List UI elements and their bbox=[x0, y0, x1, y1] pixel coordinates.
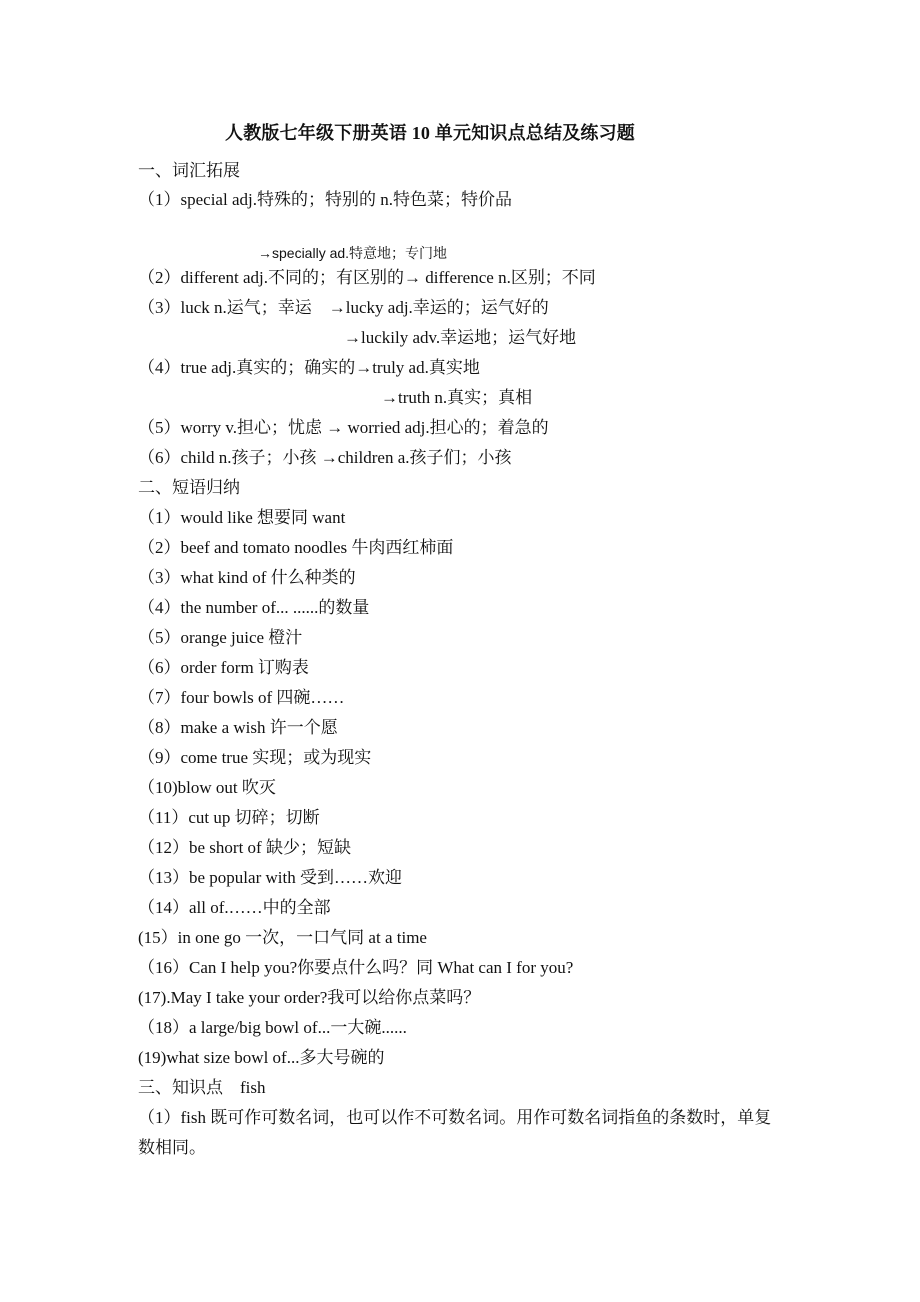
section-heading-knowledge: 三、知识点 fish bbox=[138, 1078, 266, 1097]
phrase-item: （5）orange juice 橙汁 bbox=[138, 628, 303, 647]
phrase-item: （2）beef and tomato noodles 牛肉西红柿面 bbox=[138, 538, 454, 557]
knowledge-paragraph: （1）fish 既可作可数名词，也可以作不可数名词。用作可数名词指鱼的条数时，单复数相同。 bbox=[138, 1108, 772, 1157]
vocab-item: （6）child n.孩子；小孩 →children a.孩子们；小孩 bbox=[138, 448, 512, 467]
phrase-item: （4）the number of... ......的数量 bbox=[138, 598, 370, 617]
vocab-subitem: →luckily adv.幸运地；运气好地 bbox=[344, 328, 577, 347]
vocab-subitem: →truth n.真实；真相 bbox=[381, 388, 533, 407]
section-heading-vocabulary: 一、词汇拓展 bbox=[138, 161, 240, 180]
phrase-item: （10)blow out 吹灭 bbox=[138, 778, 276, 797]
phrase-item: (17).May I take your order?我可以给你点菜吗？ bbox=[138, 988, 481, 1007]
phrase-item: （18）a large/big bowl of...一大碗...... bbox=[138, 1018, 407, 1037]
phrase-item: （12）be short of 缺少；短缺 bbox=[138, 838, 351, 857]
phrase-item: （13）be popular with 受到……欢迎 bbox=[138, 868, 402, 887]
phrase-item: （14）all of.……中的全部 bbox=[138, 898, 331, 917]
vocab-item: （2）different adj.不同的；有区别的→ difference n.区别；不同 bbox=[138, 268, 596, 287]
phrase-item: (15）in one go 一次，一口气同 at a time bbox=[138, 928, 427, 947]
vocab-subitem: →specially ad.特意地；专门地 bbox=[258, 245, 448, 261]
phrase-item: （11）cut up 切碎；切断 bbox=[138, 808, 320, 827]
vocab-item: （4）true adj.真实的；确实的→truly ad.真实地 bbox=[138, 358, 480, 377]
phrase-item: （3）what kind of 什么种类的 bbox=[138, 568, 356, 587]
vocab-item: （1）special adj.特殊的；特别的 n.特色菜；特价品 bbox=[138, 190, 512, 209]
phrase-item: （6）order form 订购表 bbox=[138, 658, 309, 677]
section-heading-phrases: 二、短语归纳 bbox=[138, 478, 240, 497]
phrase-item: （7）four bowls of 四碗…… bbox=[138, 688, 345, 707]
phrase-item: (19)what size bowl of...多大号碗的 bbox=[138, 1048, 385, 1067]
vocab-item: （3）luck n.运气；幸运 →lucky adj.幸运的；运气好的 bbox=[138, 298, 549, 317]
phrase-item: （8）make a wish 许一个愿 bbox=[138, 718, 338, 737]
phrase-item: （9）come true 实现；或为现实 bbox=[138, 748, 372, 767]
phrase-item: （1）would like 想要同 want bbox=[138, 508, 346, 527]
document-title: 人教版七年级下册英语 10 单元知识点总结及练习题 bbox=[225, 123, 635, 143]
phrase-item: （16）Can I help you?你要点什么吗？同 What can I for you? bbox=[138, 958, 574, 977]
vocab-item: （5）worry v.担心；忧虑 → worried adj.担心的；着急的 bbox=[138, 418, 549, 437]
